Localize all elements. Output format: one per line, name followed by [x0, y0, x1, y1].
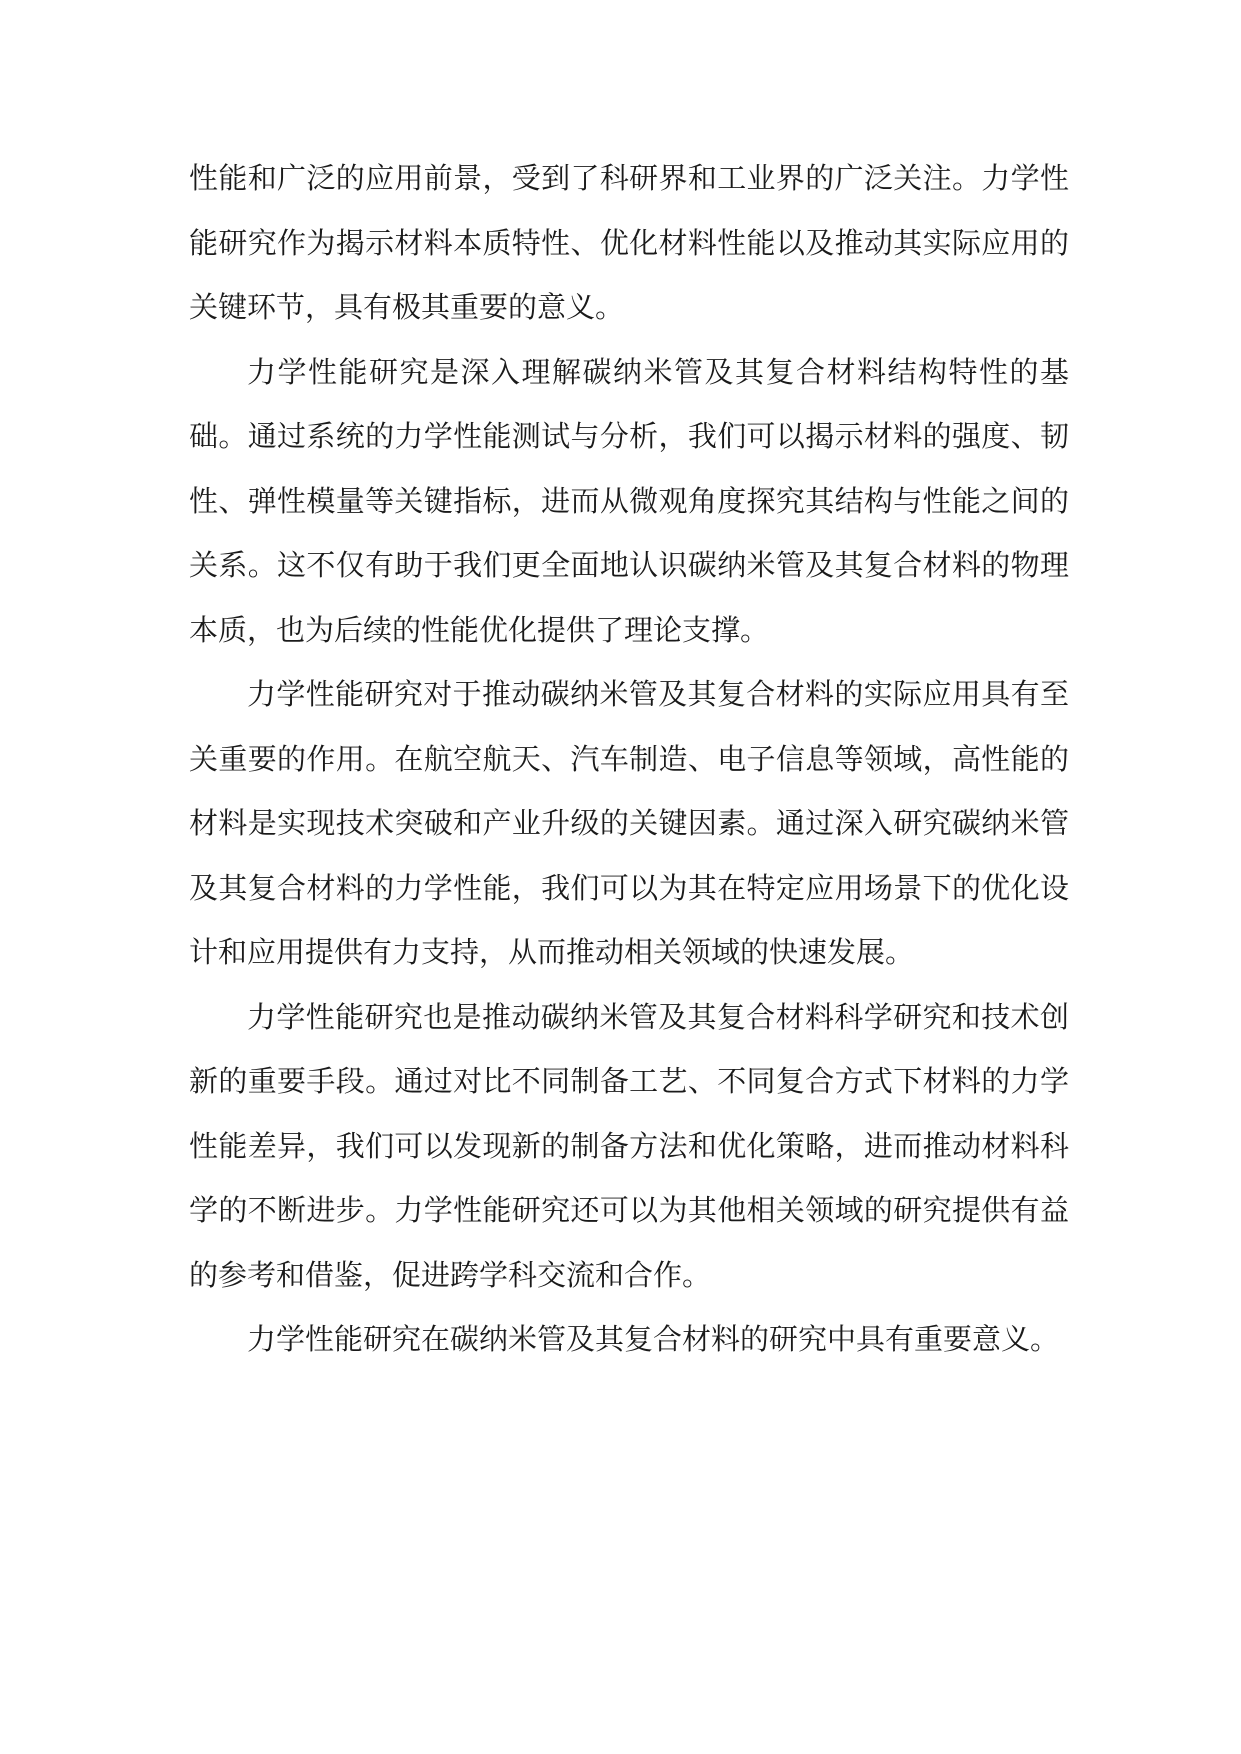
- paragraph-innovation: 力学性能研究也是推动碳纳米管及其复合材料科学研究和技术创新的重要手段。通过对比不同制备工艺、不同复合方式下材料的力学性能差异，我们可以发现新的制备方法和优化策略，进而推动材料科学的不断进步。力学性能研究还可以为其他相关领域的研究提供有益的参考和借鉴，促进跨学科交流和合作。: [189, 999, 1069, 1292]
- paragraph-conclusion: 力学性能研究在碳纳米管及其复合材料的研究中具有重要意义。: [247, 1322, 1060, 1356]
- paragraph-structure-basis: 力学性能研究是深入理解碳纳米管及其复合材料结构特性的基础。通过系统的力学性能测试与分析，我们可以揭示材料的强度、韧性、弹性模量等关键指标，进而从微观角度探究其结构与性能之间的关系。这不仅有助于我们更全面地认识碳纳米管及其复合材料的物理本质，也为后续的性能优化提供了理论支撑。: [189, 354, 1069, 647]
- paragraph-application: 力学性能研究对于推动碳纳米管及其复合材料的实际应用具有至关重要的作用。在航空航天、汽车制造、电子信息等领域，高性能的材料是实现技术突破和产业升级的关键因素。通过深入研究碳纳米管及其复合材料的力学性能，我们可以为其在特定应用场景下的优化设计和应用提供有力支持，从而推动相关领域的快速发展。: [189, 677, 1069, 969]
- paragraph-intro-continuation: 性能和广泛的应用前景，受到了科研界和工业界的广泛关注。力学性能研究作为揭示材料本质特性、优化材料性能以及推动其实际应用的关键环节，具有极其重要的意义。: [189, 161, 1069, 324]
- body-text: [189, 146, 1069, 1372]
